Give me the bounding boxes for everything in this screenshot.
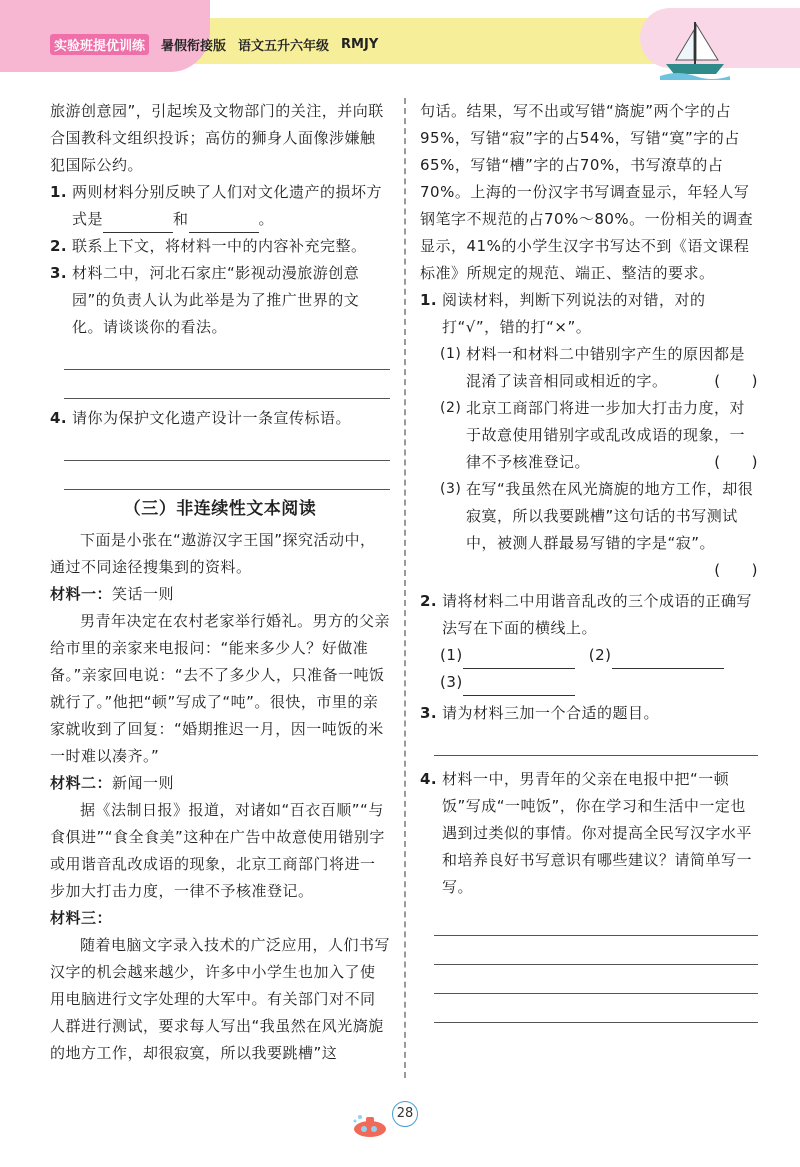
fill-number: (3) — [440, 673, 463, 691]
section-title: （三）非连续性文本阅读 — [123, 499, 317, 519]
sailboat-icon — [660, 20, 730, 80]
idiom-fill-row-2 — [420, 669, 758, 696]
page-header — [0, 0, 800, 90]
fill-label — [440, 669, 575, 696]
material-2-label: 材料二： — [50, 774, 113, 792]
question-number: 2. — [420, 592, 438, 610]
column-divider — [404, 98, 406, 1078]
answer-lines-q4[interactable] — [50, 432, 390, 490]
statement-text — [466, 476, 758, 584]
question-number: 1. — [50, 183, 68, 201]
question-r1 — [420, 287, 758, 341]
fill-label — [440, 642, 575, 669]
question-2 — [50, 233, 390, 260]
question-r2 — [420, 588, 758, 642]
carryover-paragraph: 旅游创意园”，引起埃及文物部门的关注，并向联合国教科文组织投诉；高仿的狮身人面像涉嫌触犯国际公约。 — [50, 102, 384, 174]
material-2-text: 据《法制日报》报道，对诸如“百衣百顺”“与食俱进”“食全食美”这种在广告中故意使用错别字或用谐音乱改成语的现象，北京工商部门将进一步加大打击力度，一律不予核准登记。 — [50, 801, 385, 900]
answer-parentheses[interactable]: ( ) — [714, 561, 758, 579]
answer-lines-q3[interactable] — [50, 341, 390, 399]
question-r3 — [420, 700, 758, 727]
question-text: 请你为保护文化遗产设计一条宣传标语。 — [72, 409, 352, 427]
answer-line[interactable] — [64, 341, 390, 370]
answer-line[interactable] — [434, 727, 758, 756]
answer-line[interactable] — [64, 370, 390, 399]
question-text: 联系上下文，将材料一中的内容补充完整。 — [72, 237, 367, 255]
question-3 — [50, 260, 390, 341]
fill-label — [589, 642, 724, 669]
material-1-heading — [50, 581, 390, 608]
question-1 — [50, 179, 390, 233]
statement-number: (1) — [440, 346, 462, 362]
fill-number: (2) — [588, 646, 612, 664]
statement-number: (3) — [440, 481, 462, 497]
statement-2 — [420, 395, 758, 476]
answer-line[interactable] — [434, 936, 758, 965]
answer-line[interactable] — [64, 461, 390, 490]
statement-number: (2) — [440, 400, 462, 416]
material-3-continued: 句话。结果，写不出或写错“旖旎”两个字的占95%，写错“寂”字的占54%，写错“寞”字的占65%，写错“槽”字的占70%，书写潦草的占70%。上海的一份汉字书写调查显示，年轻人写钢笔字不规范的占70%～80%。一份相关的调查显示，41%的小学生汉字书写达不到《语文课程标准》所规定的规范、端正、整洁的要求。 — [420, 102, 754, 282]
question-text: 材料一中，男青年的父亲在电报中把“一顿饭”写成“一吨饭”，你在学习和生活中一定也遇到过类似的事情。你对提高全民写汉字水平和培养良好书写意识有哪些建议？请简单写一写。 — [442, 770, 753, 896]
question-1-text: 两则材料分别反映了人们对文化遗产的损坏方式是 — [72, 183, 383, 228]
question-number: 4. — [50, 409, 68, 427]
answer-parentheses[interactable]: ( ) — [714, 372, 758, 390]
question-text: 请为材料三加一个合适的题目。 — [442, 704, 660, 722]
section-intro: 下面是小张在“遨游汉字王国”探究活动中，通过不同途径搜集到的资料。 — [50, 531, 376, 576]
question-number: 4. — [420, 770, 438, 788]
material-2-heading — [50, 770, 390, 797]
material-3-heading: 材料三： — [50, 909, 113, 927]
question-4 — [50, 405, 390, 432]
question-text: 阅读材料，判断下列说法的对错，对的打“√”，错的打“×”。 — [442, 291, 706, 336]
submarine-icon — [350, 1113, 390, 1139]
edition-label: 暑假衔接版 — [161, 39, 227, 54]
answer-lines-r3[interactable] — [420, 727, 758, 756]
answer-blank-1[interactable] — [103, 216, 173, 233]
page-footer — [0, 1095, 800, 1167]
code-label: RMJY — [341, 37, 379, 52]
question-number: 3. — [50, 264, 68, 282]
question-text: 材料二中，河北石家庄“影视动漫旅游创意园”的负责人认为此举是为了推广世界的文化。请谈谈你的看法。 — [72, 264, 360, 336]
conjunction-text: 和 — [173, 210, 189, 228]
material-1-subtitle: 笑话一则 — [112, 585, 175, 603]
statement-1 — [420, 341, 758, 395]
material-1-label: 材料一： — [50, 585, 113, 603]
fill-number: (1) — [440, 646, 463, 664]
material-1-text: 男青年决定在农村老家举行婚礼。男方的父亲给市里的亲家来电报问：“能来多少人？好做准备。”亲家回电说：“去不了多少人，只准备一吨饭就行了。”他把“顿”写成了“吨”。很快，市里的亲家就收到了回复：“婚期推迟一月，因一吨饭的米一时难以凑齐。” — [50, 612, 391, 765]
question-r4 — [420, 766, 758, 901]
answer-lines-r4[interactable] — [420, 907, 758, 1023]
question-number: 3. — [420, 704, 438, 722]
answer-line[interactable] — [434, 907, 758, 936]
material-2-subtitle: 新闻一则 — [112, 774, 175, 792]
header-title-row — [50, 34, 378, 55]
left-column — [50, 98, 390, 1067]
statement-2-text: 北京工商部门将进一步加大打击力度，对于故意使用错别字或乱改成语的现象，一律不予核准登记。 — [466, 399, 746, 471]
idiom-blank-2[interactable] — [612, 650, 724, 669]
question-number: 2. — [50, 237, 68, 255]
statement-1-text: 材料一和材料二中错别字产生的原因都是混淆了读音相同或相近的字。 — [466, 345, 746, 390]
answer-line[interactable] — [434, 994, 758, 1023]
question-text: 请将材料二中用谐音乱改的三个成语的正确写法写在下面的横线上。 — [442, 592, 753, 637]
period-text: 。 — [258, 210, 275, 228]
idiom-fill-row-1 — [420, 642, 758, 669]
subject-label: 语文五升六年级 — [238, 39, 330, 54]
series-brand: 实验班提优训练 — [50, 34, 149, 55]
right-column — [420, 98, 758, 1023]
statement-text — [466, 341, 758, 395]
answer-line[interactable] — [434, 965, 758, 994]
statement-3-text: 在写“我虽然在风光旖旎的地方工作，却很寂寞，所以我要跳槽”这句话的书写测试中，被测人群最易写错的字是“寂”。 — [466, 480, 754, 552]
answer-blank-2[interactable] — [189, 216, 259, 233]
statement-3 — [420, 476, 758, 584]
question-number: 1. — [420, 291, 438, 309]
page-number: 28 — [392, 1101, 418, 1127]
answer-line[interactable] — [64, 432, 390, 461]
statement-text — [466, 395, 758, 476]
material-3-text: 随着电脑文字录入技术的广泛应用，人们书写汉字的机会越来越少，许多中小学生也加入了使用电脑进行文字处理的大军中。有关部门对不同人群进行测试，要求每人写出“我虽然在风光旖旎的地方工作，却很寂寞，所以我要跳槽”这 — [50, 936, 391, 1062]
answer-parentheses[interactable]: ( ) — [714, 453, 758, 471]
idiom-blank-1[interactable] — [463, 650, 575, 669]
question-text — [72, 179, 390, 233]
idiom-blank-3[interactable] — [463, 677, 575, 696]
